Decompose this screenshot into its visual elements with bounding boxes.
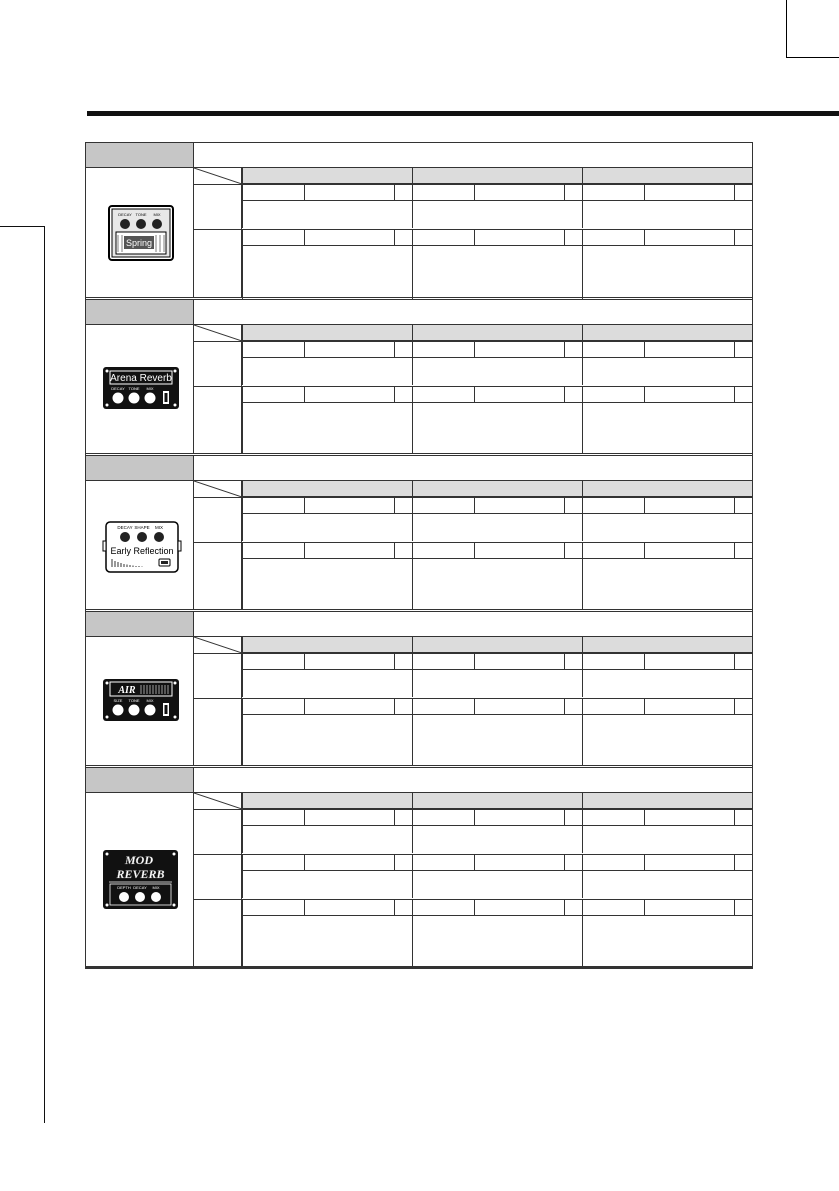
table-corner-diagonal — [194, 325, 242, 341]
page-side-tab — [0, 226, 45, 1123]
param-cell — [242, 543, 412, 610]
page-header-rule — [87, 111, 839, 116]
column-header — [582, 637, 752, 653]
param-cell — [412, 185, 582, 228]
param-row-1 — [194, 184, 752, 227]
param-row-2 — [194, 386, 752, 453]
param-cell — [582, 387, 752, 454]
column-header — [412, 481, 582, 497]
column-header-row — [242, 168, 752, 184]
mod-reverb-pedal-label: MOD REVERB — [116, 853, 165, 881]
column-header — [412, 168, 582, 184]
column-header — [242, 325, 412, 341]
mod-reverb-pedal-icon — [103, 850, 178, 909]
spring-pedal-icon — [108, 205, 174, 261]
column-header-row — [242, 325, 752, 341]
svg-text:SIZE: SIZE — [113, 698, 123, 703]
svg-text:DECAY: DECAY — [133, 885, 147, 890]
effect-name-box — [86, 612, 194, 637]
svg-text:MIX: MIX — [154, 525, 164, 530]
svg-text:DECAY: DECAY — [118, 212, 132, 217]
effect-description — [194, 300, 752, 325]
air-pedal-icon — [103, 679, 179, 721]
param-cell — [242, 810, 412, 853]
param-row-3 — [194, 899, 752, 967]
svg-text:MIX: MIX — [146, 698, 154, 703]
param-cell — [412, 498, 582, 541]
svg-text:SHAPE: SHAPE — [134, 525, 150, 530]
param-row-2 — [194, 854, 752, 897]
parameter-table — [85, 142, 753, 968]
table-corner-diagonal — [194, 793, 242, 809]
effect-name-box — [86, 768, 194, 793]
param-cell — [412, 699, 582, 766]
param-cell — [412, 810, 582, 853]
effect-description — [194, 612, 752, 637]
param-cell — [242, 185, 412, 228]
param-cell — [412, 543, 582, 610]
param-row-1 — [194, 653, 752, 696]
param-cell — [582, 699, 752, 766]
column-header — [582, 481, 752, 497]
effect-image-cell — [86, 168, 194, 298]
arena-reverb-pedal-label: Arena Reverb — [110, 373, 172, 384]
svg-text:MIX: MIX — [153, 212, 161, 217]
param-row-2 — [194, 229, 752, 298]
effect-section-arena-reverb — [86, 300, 752, 453]
effect-description — [194, 768, 752, 793]
effect-section-mod-reverb — [86, 768, 752, 967]
param-row-1 — [194, 809, 752, 852]
param-cell — [582, 230, 752, 299]
svg-text:DECAY: DECAY — [111, 386, 125, 391]
column-header — [242, 793, 412, 809]
svg-text:MIX: MIX — [152, 885, 160, 890]
svg-text:TONE: TONE — [128, 386, 140, 391]
crop-mark-top — [786, 0, 787, 58]
effect-image-cell — [86, 793, 194, 967]
effect-image-cell — [86, 325, 194, 453]
param-cell — [582, 855, 752, 898]
param-cell — [242, 654, 412, 697]
effect-description — [194, 456, 752, 481]
early-reflection-pedal-label: Early Reflection — [110, 546, 174, 556]
spring-pedal-label: Spring — [125, 238, 153, 248]
column-header-row — [242, 637, 752, 653]
param-cell — [582, 498, 752, 541]
param-row-2 — [194, 698, 752, 765]
effect-image-cell — [86, 481, 194, 609]
param-cell — [242, 498, 412, 541]
param-cell — [582, 185, 752, 228]
air-pedal-label: AIR — [118, 685, 136, 696]
param-cell — [582, 342, 752, 385]
effect-section-spring — [86, 143, 752, 298]
svg-text:TONE: TONE — [135, 212, 147, 217]
param-cell — [242, 900, 412, 968]
column-header — [582, 168, 752, 184]
param-cell — [412, 387, 582, 454]
arena-reverb-pedal-icon — [103, 367, 179, 409]
table-corner-diagonal — [194, 637, 242, 653]
param-cell — [412, 230, 582, 299]
column-header — [242, 481, 412, 497]
param-cell — [582, 810, 752, 853]
effect-image-cell — [86, 637, 194, 765]
column-header-row — [242, 793, 752, 809]
crop-mark-right — [786, 57, 839, 58]
param-row-1 — [194, 341, 752, 384]
param-cell — [242, 342, 412, 385]
column-header — [582, 793, 752, 809]
param-row-1 — [194, 497, 752, 540]
column-header — [242, 168, 412, 184]
param-cell — [242, 855, 412, 898]
param-cell — [242, 230, 412, 299]
effect-description — [194, 143, 752, 168]
param-row-2 — [194, 542, 752, 609]
effect-name-box — [86, 456, 194, 481]
param-cell — [412, 654, 582, 697]
param-cell — [582, 543, 752, 610]
effect-name-box — [86, 300, 194, 325]
column-header — [242, 637, 412, 653]
table-corner-diagonal — [194, 168, 242, 184]
column-header — [412, 637, 582, 653]
svg-text:DECAY: DECAY — [117, 525, 133, 530]
effect-section-early-reflection — [86, 456, 752, 609]
svg-text:MIX: MIX — [146, 386, 154, 391]
svg-text:DEPTH: DEPTH — [117, 885, 131, 890]
table-corner-diagonal — [194, 481, 242, 497]
param-cell — [412, 900, 582, 968]
param-cell — [242, 699, 412, 766]
column-header-row — [242, 481, 752, 497]
column-header — [412, 325, 582, 341]
column-header — [412, 793, 582, 809]
column-header — [582, 325, 752, 341]
param-cell — [582, 900, 752, 968]
effect-name-box — [86, 143, 194, 168]
svg-text:TONE: TONE — [128, 698, 140, 703]
effect-section-air — [86, 612, 752, 765]
table-bottom-rule — [85, 966, 753, 969]
param-cell — [412, 855, 582, 898]
param-cell — [242, 387, 412, 454]
early-reflection-pedal-icon — [102, 521, 182, 573]
param-cell — [582, 654, 752, 697]
param-cell — [412, 342, 582, 385]
